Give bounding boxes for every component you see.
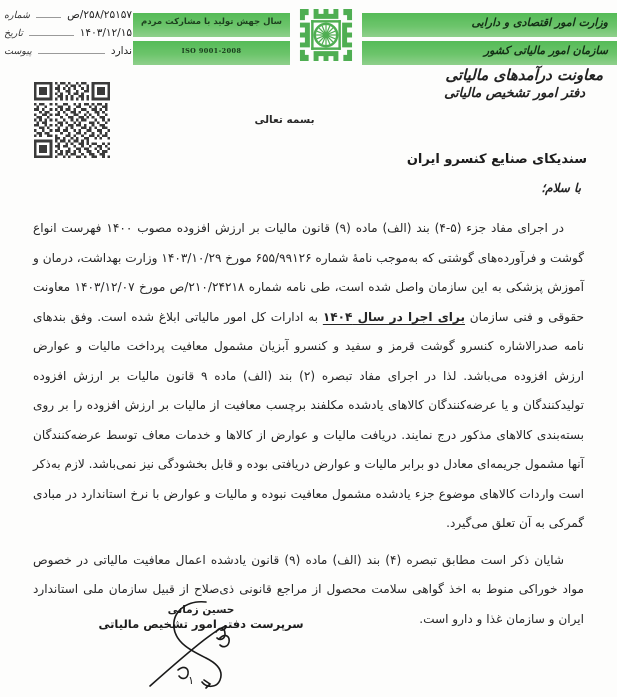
meta-label-number: شماره [4, 10, 30, 21]
signer-name: حسین زمانی [167, 604, 235, 616]
tax-organization-emblem-icon [293, 4, 359, 66]
body-paragraph-2: شایان ذکر است مطابق تبصره (۴) بند (الف) ماده (۹) قانون یادشده اعمال معافیت مالیاتی در خصوص مواد خوراکی منوط به اخذ گواهی سلامت محصول از مراجع قانونی ذی‌صلاح از قبیل سازمان ملی استاندارد ایران و سازمان غذا و دارو است. [33, 552, 584, 626]
greeting-text: با سلام؛ [541, 181, 581, 195]
ministry-name: وزارت امور اقتصادی و دارایی [471, 16, 608, 29]
recipient-name: سندیکای صنایع کنسرو ایران [406, 152, 587, 167]
body-part-plain-2: به ادارات کل امور مالیاتی ابلاغ شده است. وفق بندهای نامه صدرالاشاره کنسرو گوشت قرمز و سفید و کنسرو آبزیان مشمول معافیت پرداخت مالیات و عوارض ارزش افزوده می‌باشد. لذا در اجرای مفاد تبصره (۲) بند (الف) ماده ۹ قانون مالیات بر ارزش افزوده تولیدکنندگان و یا عرضه‌کنندگان کالاهای یادشده مکلفند برچسب معافیت از مالیات بر ارزش افزوده را بر روی بسته‌بندی کالاهای مذکور درج نمایند. دریافت مالیات و عوارض از کالاها و خدمات معاف توسط عرضه‌کنندگان آنها مشمول جریمه‌ای معادل دو برابر مالیات و عوارض دریافتی بوده و قابل بخشودگی نیز نمی‌باشد. لازم به‌ذکر است واردات کالاهای موضوع جزء یادشده مشمول معافیت نبوده و مالیات و عوارض با نرخ استاندارد در مبادی گمرکی به آن تعلق می‌گیرد. [33, 309, 585, 530]
meta-row-date [4, 26, 132, 44]
department-heading [333, 66, 603, 101]
iso-certification-text: ISO 9001-2008 [181, 47, 242, 55]
meta-dotted-line [29, 26, 74, 36]
meta-value-date: ۱۴۰۳/۱۲/۱۵ [79, 27, 132, 39]
meta-value-number: ۲۵۸/۲۵۱۵۷/ص [67, 9, 132, 21]
organization-name: سازمان امور مالیاتی کشور [483, 44, 608, 57]
meta-row-attachment [4, 44, 132, 62]
meta-value-attachment: ندارد [110, 45, 132, 57]
slogan-text: سال جهش تولید با مشارکت مردم [140, 17, 283, 27]
letter-body [33, 214, 584, 641]
signer-title: سرپرست دفتر امور تشخیص مالیاتی [98, 617, 304, 631]
meta-row-number [4, 8, 132, 26]
meta-label-date: تاریخ [4, 28, 23, 39]
meta-dotted-line [38, 44, 105, 54]
meta-dotted-line [36, 8, 61, 18]
invocation-text: بسمه تعالی [254, 114, 315, 126]
svg-text:۱: ۱ [188, 674, 194, 687]
meta-label-attachment: پیوست [4, 46, 32, 57]
signature-block [96, 604, 306, 631]
letterhead-meta [4, 8, 132, 62]
letterhead [0, 0, 617, 68]
body-paragraph-1 [33, 214, 584, 539]
body-part-plain-1: در اجرای مفاد جزء (۵-۴) بند (الف) ماده (۹) قانون مالیات بر ارزش افزوده مصوب ۱۴۰۰ فهرست انواع گوشت و فرآورده‌های گوشتی که به‌موجب نامهٔ شماره ۶۵۵/۹۹۱۲۶ مورخ ۱۴۰۳/۱۰/۲۹ وزارت بهداشت، درمان و آموزش پزشکی به این سازمان واصل شده است، طی نامه شماره ۲۱۰/۲۴۲۱۸/ص مورخ ۱۴۰۳/۱۲/۰۷ معاونت حقوقی و فنی سازمان [33, 221, 584, 324]
body-part-emphasis: برای اجرا در سال ۱۴۰۴ [322, 309, 465, 324]
department-line-2: دفتر امور تشخیص مالیاتی [444, 86, 585, 101]
department-line-1: معاونت درآمدهای مالیاتی [445, 66, 603, 84]
